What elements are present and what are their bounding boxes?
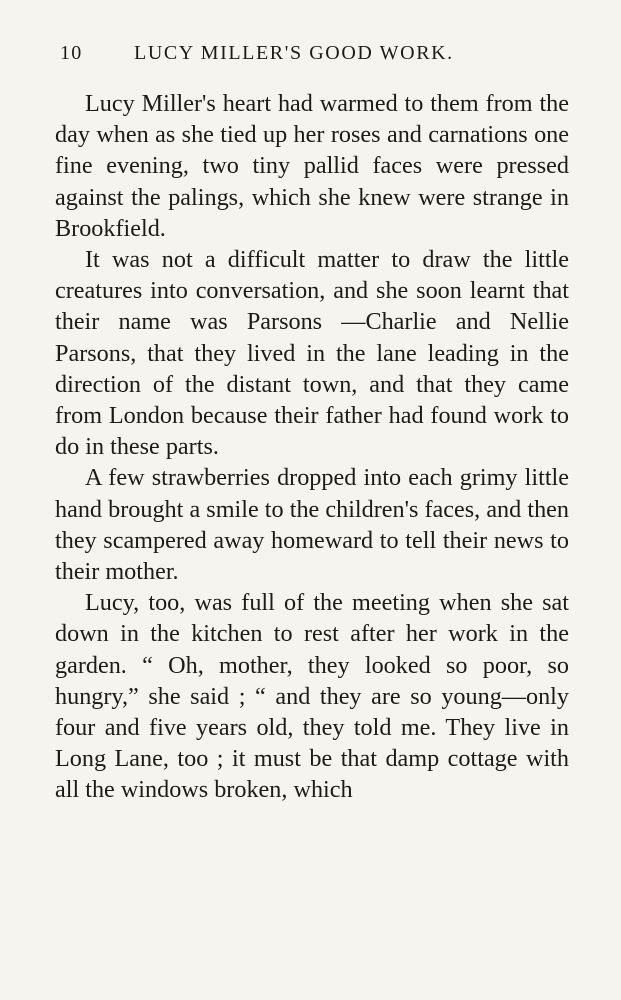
running-head (60, 42, 570, 72)
running-title: LUCY MILLER'S GOOD WORK. (134, 42, 454, 64)
paragraph: Lucy Miller's heart had warmed to them from the day when as she tied up her roses and carnations one fine evening, two tiny pallid faces were pressed against the palings, which she knew were strange in Brookfield. (55, 90, 569, 242)
page-number: 10 (60, 42, 83, 64)
paragraph: A few strawberries dropped into each grimy little hand brought a smile to the children's faces, and then they scampered away homeward to tell their news to their mother. (55, 464, 569, 586)
body-text (55, 88, 569, 806)
paragraph: It was not a difficult matter to draw the little creatures into conversation, and she soon learnt that their name was Parsons —Charlie and Nellie Parsons, that they lived in the lane leading in the direction of the distant town, and that they came from London because their father had found work to do in these parts. (55, 246, 569, 461)
paragraph: Lucy, too, was full of the meeting when she sat down in the kitchen to rest after her work in the garden. “ Oh, mother, they looked so poor, so hungry,” she said ; “ and they are so young—only four and five years old, they told me. They live in Long Lane, too ; it must be that damp cottage with all the windows broken, which (55, 589, 569, 804)
